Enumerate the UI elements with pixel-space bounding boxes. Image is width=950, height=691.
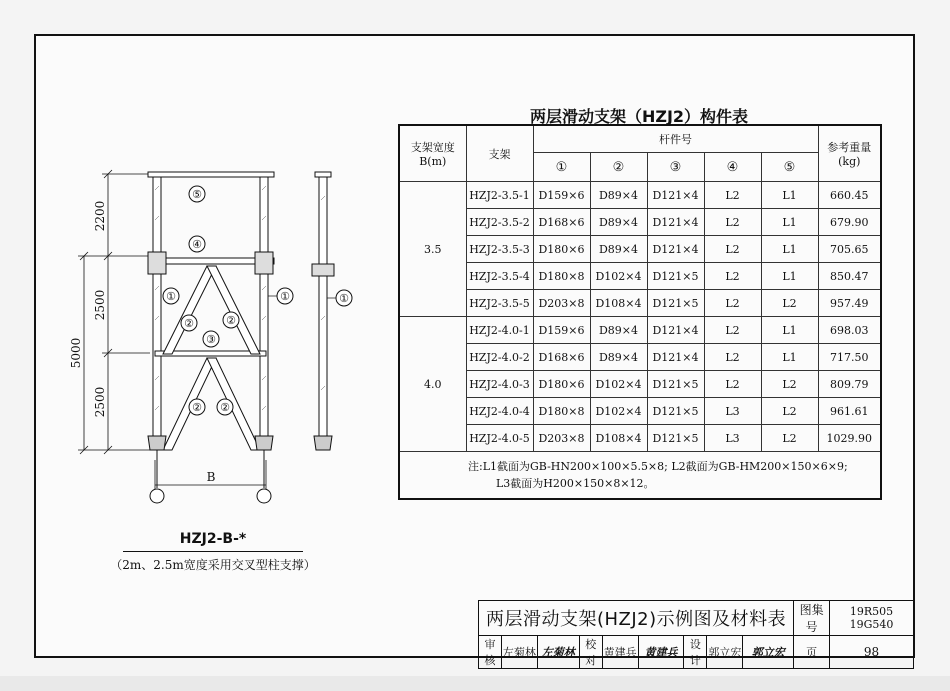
member-1: D180×8 [533,263,590,290]
drawing-caption-title: HZJ2-B-* [179,531,247,547]
member-4: L2 [704,209,761,236]
member-5: L1 [761,209,818,236]
note-line-2: L3截面为H200×150×8×12。 [496,477,655,490]
review-signature: 左菊林 [537,636,579,669]
table-title: 两层滑动支架（HZJ2）构件表 [529,107,749,126]
table-row [399,263,881,290]
member-4: L2 [704,290,761,317]
atlas-number-1: 19R505 [849,605,894,618]
member-1: D203×8 [533,290,590,317]
weight: 850.47 [818,263,881,290]
table-note [399,452,881,500]
member-4: L3 [704,398,761,425]
member-1: D203×8 [533,425,590,452]
header-member-3: ③ [647,153,704,182]
callout-left-column: ① [166,290,176,303]
components-table [398,124,882,500]
member-2: D89×4 [590,182,647,209]
header-member-2: ② [590,153,647,182]
table-row [399,290,881,317]
frame-elevation-drawing [70,160,370,510]
member-4: L2 [704,236,761,263]
group-width-cell: 3.5 [399,182,466,317]
support-id: HZJ2-4.0-1 [466,317,533,344]
member-3: D121×5 [647,398,704,425]
member-1: D159×6 [533,182,590,209]
member-5: L1 [761,344,818,371]
member-5: L2 [761,371,818,398]
member-2: D108×4 [590,290,647,317]
check-label: 校对 [579,636,602,669]
check-signature: 黄建兵 [638,636,684,669]
atlas-number-label: 图集号 [794,601,830,636]
weight: 679.90 [818,209,881,236]
table-row [399,398,881,425]
hatching [155,186,325,410]
table-row [399,371,881,398]
header-members: 杆件号 [533,125,818,153]
support-id: HZJ2-3.5-5 [466,290,533,317]
member-4: L3 [704,425,761,452]
support-id: HZJ2-4.0-2 [466,344,533,371]
member-4: L2 [704,263,761,290]
callout-right-column: ① [280,290,290,303]
weight: 1029.90 [818,425,881,452]
review-label: 审核 [479,636,502,669]
callout-lower-left-diagonal: ② [192,401,202,414]
support-id: HZJ2-4.0-5 [466,425,533,452]
member-2: D89×4 [590,236,647,263]
design-label: 设计 [684,636,707,669]
support-id: HZJ2-3.5-1 [466,182,533,209]
note-line-1: 注:L1截面为GB-HN200×100×5.5×8; L2截面为GB-HM200×150×6×9; [468,460,848,473]
table-row [399,317,881,344]
drawing-title: 两层滑动支架(HZJ2)示例图及材料表 [479,601,794,636]
atlas-number [830,601,914,636]
callout-middle-beam: ③ [206,333,216,346]
header-width-unit: B(m) [419,155,447,168]
weight: 961.61 [818,398,881,425]
member-2: D89×4 [590,344,647,371]
table-note-row [399,452,881,500]
member-3: D121×4 [647,317,704,344]
bottom-strip [0,676,950,691]
header-support: 支架 [466,125,533,182]
design-signature: 郭立宏 [743,636,794,669]
member-3: D121×4 [647,344,704,371]
member-4: L2 [704,371,761,398]
callout-level-member: ④ [192,238,202,251]
member-2: D102×4 [590,371,647,398]
member-5: L2 [761,290,818,317]
member-1: D168×6 [533,344,590,371]
callout-lower-right-diagonal: ② [220,401,230,414]
page-number: 98 [830,636,914,669]
header-weight-label: 参考重量 [827,141,872,154]
title-block [478,600,914,669]
check-name: 黄建兵 [602,636,638,669]
support-id: HZJ2-3.5-2 [466,209,533,236]
member-2: D89×4 [590,317,647,344]
member-1: D180×6 [533,236,590,263]
header-width-label: 支架宽度 [410,141,455,154]
member-3: D121×5 [647,371,704,398]
member-3: D121×5 [647,263,704,290]
member-4: L2 [704,182,761,209]
drawing-caption-subtitle: （2m、2.5m宽度采用交叉型柱支撑） [110,558,316,572]
member-3: D121×5 [647,425,704,452]
caption-underline [123,551,303,552]
design-name: 郭立宏 [707,636,743,669]
callout-side-view-column: ① [339,292,349,305]
member-3: D121×4 [647,182,704,209]
header-member-4: ④ [704,153,761,182]
support-id: HZJ2-4.0-4 [466,398,533,425]
group-width-cell: 4.0 [399,317,466,452]
callout-top-member: ⑤ [192,188,202,201]
member-3: D121×5 [647,290,704,317]
member-5: L1 [761,317,818,344]
member-3: D121×4 [647,236,704,263]
dim-lower-bottom-2500: 2500 [93,386,107,418]
member-2: D108×4 [590,425,647,452]
member-4: L2 [704,317,761,344]
atlas-number-2: 19G540 [849,618,894,631]
weight: 705.65 [818,236,881,263]
dim-lower-top-2500: 2500 [93,289,107,321]
member-5: L1 [761,263,818,290]
member-1: D180×6 [533,371,590,398]
member-1: D168×6 [533,209,590,236]
frame-members [148,172,334,450]
weight: 957.49 [818,290,881,317]
dim-upper-2200: 2200 [93,200,107,232]
table-row [399,344,881,371]
weight: 717.50 [818,344,881,371]
member-2: D102×4 [590,398,647,425]
weight: 698.03 [818,317,881,344]
header-member-1: ① [533,153,590,182]
support-id: HZJ2-3.5-3 [466,236,533,263]
weight: 660.45 [818,182,881,209]
member-2: D89×4 [590,209,647,236]
member-5: L2 [761,398,818,425]
member-5: L1 [761,236,818,263]
dim-total-5000: 5000 [69,337,83,369]
member-1: D180×8 [533,398,590,425]
member-4: L2 [704,344,761,371]
header-member-5: ⑤ [761,153,818,182]
header-weight-unit: (kg) [838,155,861,168]
member-2: D102×4 [590,263,647,290]
dim-width-b: B [206,470,216,484]
table-row [399,209,881,236]
callout-upper-left-diagonal: ② [184,317,194,330]
table-row [399,236,881,263]
member-5: L2 [761,425,818,452]
member-3: D121×4 [647,209,704,236]
weight: 809.79 [818,371,881,398]
header-width [399,125,466,182]
member-5: L1 [761,182,818,209]
support-id: HZJ2-4.0-3 [466,371,533,398]
table-row [399,182,881,209]
page-label: 页 [794,636,830,669]
header-weight [818,125,881,182]
table-row [399,425,881,452]
callout-upper-right-diagonal: ② [226,314,236,327]
member-1: D159×6 [533,317,590,344]
support-id: HZJ2-3.5-4 [466,263,533,290]
review-name: 左菊林 [501,636,537,669]
